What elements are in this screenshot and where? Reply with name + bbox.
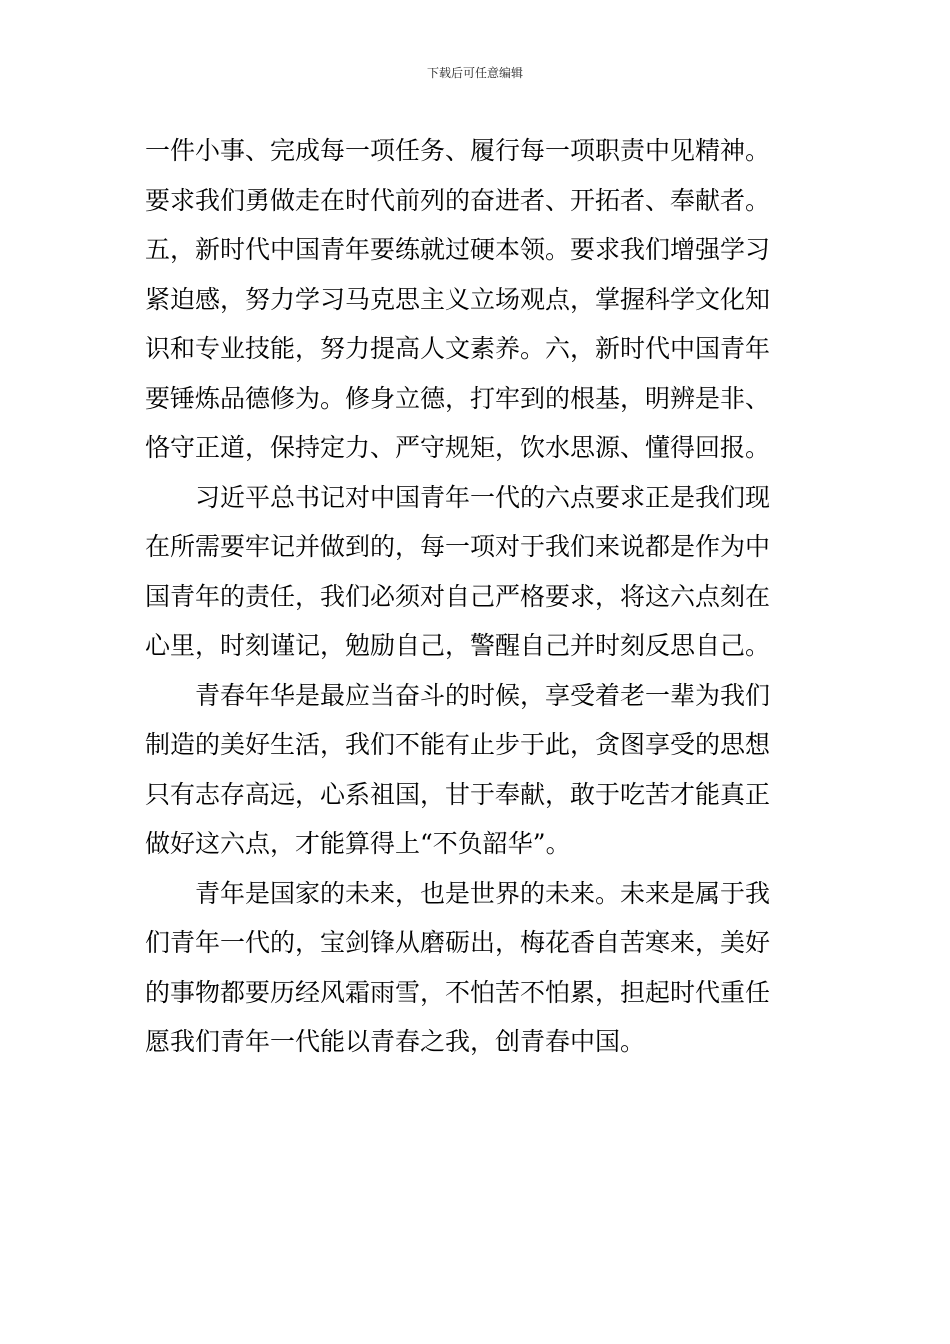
text-line: 五，新时代中国青年要练就过硬本领。要求我们增强学习 xyxy=(145,235,771,264)
text-line: 在所需要牢记并做到的，每一项对于我们来说都是作为中 xyxy=(145,532,771,561)
text-line: 做好这六点，才能算得上“不负韶华”。 xyxy=(145,829,571,858)
text-line: 心里，时刻谨记，勉励自己，警醒自己并时刻反思自己。 xyxy=(145,631,771,660)
body-text xyxy=(145,126,810,1067)
text-line: 只有志存高远，心系祖国，甘于奉献，敢于吃苦才能真正 xyxy=(145,779,771,809)
paragraph-first-line: 习近平总书记对中国青年一代的六点要求正是我们现 xyxy=(195,482,771,512)
paragraph-first-line: 青春年华是最应当奋斗的时候，享受着老一辈为我们 xyxy=(195,680,771,710)
page-header: 下载后可任意编辑 xyxy=(426,66,523,80)
text-line: 一件小事、完成每一项任务、履行每一项职责中见精神。 xyxy=(145,136,771,165)
text-line: 要锤炼品德修为。修身立德，打牢到的根基，明辨是非、 xyxy=(145,383,771,413)
text-line: 紧迫感，努力学习马克思主义立场观点，掌握科学文化知 xyxy=(145,284,771,314)
text-line: 们青年一代的，宝剑锋从磨砺出，梅花香自苦寒来，美好 xyxy=(145,928,771,957)
text-line: 制造的美好生活，我们不能有止步于此，贪图享受的思想 xyxy=(145,730,771,759)
text-line: 恪守正道，保持定力、严守规矩，饮水思源、懂得回报。 xyxy=(145,433,771,462)
text-line: 识和专业技能，努力提高人文素养。六，新时代中国青年 xyxy=(145,334,771,363)
text-line: 国青年的责任，我们必须对自己严格要求，将这六点刻在 xyxy=(145,581,771,611)
paragraph-first-line: 青年是国家的未来，也是世界的未来。未来是属于我 xyxy=(195,878,771,908)
text-line: 要求我们勇做走在时代前列的奋进者、开拓者、奉献者。 xyxy=(145,185,771,215)
text-line: 的事物都要历经风霜雨雪，不怕苦不怕累，担起时代重任 xyxy=(145,977,771,1007)
text-line: 愿我们青年一代能以青春之我，创青春中国。 xyxy=(145,1027,646,1056)
